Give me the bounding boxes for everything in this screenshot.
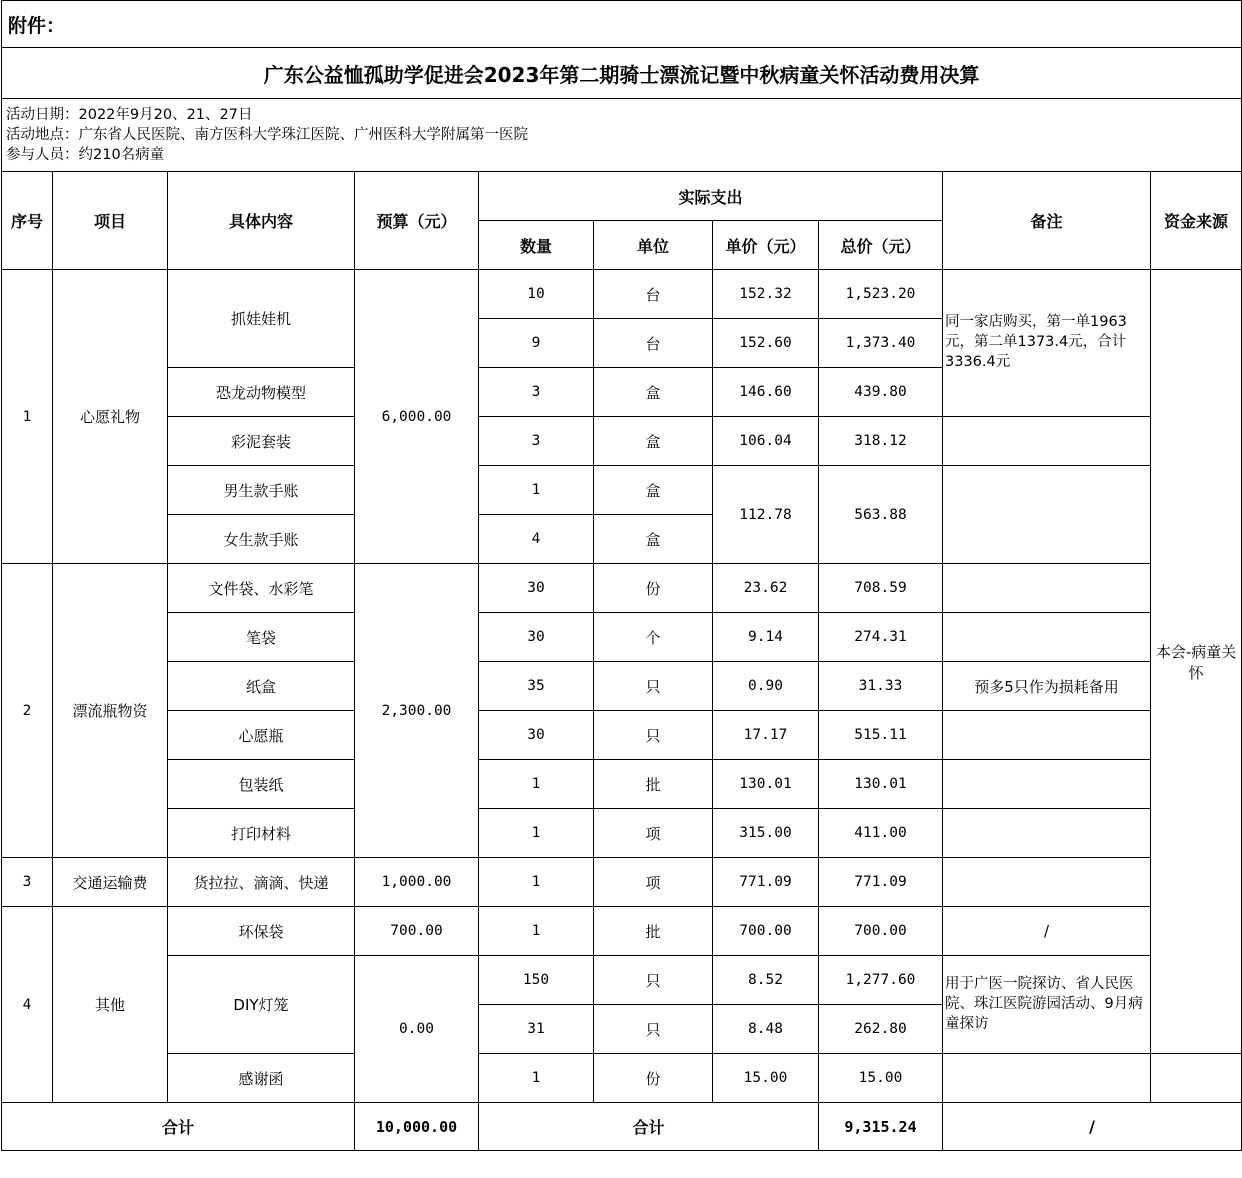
row-budget: 1,000.00 [355,858,479,907]
row-qty: 30 [479,711,594,760]
row-unit: 盒 [594,515,713,564]
row-budget: 0.00 [355,956,479,1103]
row-unit: 盒 [594,417,713,466]
row-content: 男生款手账 [168,466,355,515]
row-total: 1,523.20 [819,270,943,319]
row-qty: 4 [479,515,594,564]
row-qty: 3 [479,417,594,466]
row-price: 152.32 [713,270,819,319]
row-qty: 1 [479,907,594,956]
row-unit: 盒 [594,466,713,515]
row-price: 0.90 [713,662,819,711]
row-remark: 同一家店购买，第一单1963元，第二单1373.4元，合计3336.4元 [943,270,1151,417]
row-price: 771.09 [713,858,819,907]
actual-total-label: 合计 [479,1103,819,1151]
header-seq: 序号 [2,172,53,270]
funding-source-empty [1151,1054,1242,1103]
row-seq: 1 [2,270,53,564]
row-content: 包装纸 [168,760,355,809]
row-total: 515.11 [819,711,943,760]
row-total: 318.12 [819,417,943,466]
row-remark [943,760,1151,809]
table-row [2,858,1242,907]
header-source: 资金来源 [1151,172,1242,270]
row-total: 1,373.40 [819,319,943,368]
row-unit: 份 [594,1054,713,1103]
row-content: 彩泥套装 [168,417,355,466]
row-item: 心愿礼物 [53,270,168,564]
row-content: 女生款手账 [168,515,355,564]
row-content: 笔袋 [168,613,355,662]
row-qty: 1 [479,1054,594,1103]
row-unit: 项 [594,809,713,858]
row-remark [943,858,1151,907]
header-qty: 数量 [479,221,594,270]
row-qty: 35 [479,662,594,711]
row-item: 交通运输费 [53,858,168,907]
row-remark [943,564,1151,613]
row-price: 152.60 [713,319,819,368]
row-qty: 30 [479,564,594,613]
total-label: 合计 [2,1103,355,1151]
activity-people: 参与人员：约210名病童 [6,147,165,163]
attachment-label: 附件： [2,1,1242,48]
row-content: 货拉拉、滴滴、快递 [168,858,355,907]
header-price: 单价（元） [713,221,819,270]
row-seq: 2 [2,564,53,858]
row-unit: 项 [594,858,713,907]
row-remark: 预多5只作为损耗备用 [943,662,1151,711]
page-title: 广东公益恤孤助学促进会2023年第二期骑士漂流记暨中秋病童关怀活动费用决算 [2,48,1242,99]
row-remark [943,417,1151,466]
row-unit: 台 [594,270,713,319]
row-qty: 3 [479,368,594,417]
row-price: 15.00 [713,1054,819,1103]
activity-info [2,99,1242,172]
row-remark: 用于广医一院探访、省人民医院、珠江医院游园活动、9月病童探访 [943,956,1151,1054]
row-remark [943,809,1151,858]
row-unit: 份 [594,564,713,613]
row-item: 其他 [53,907,168,1103]
row-total: 563.88 [819,466,943,564]
table-row [2,613,1242,662]
header-total: 总价（元） [819,221,943,270]
table-row [2,760,1242,809]
row-qty: 30 [479,613,594,662]
row-qty: 1 [479,858,594,907]
row-budget: 6,000.00 [355,270,479,564]
row-content: 纸盒 [168,662,355,711]
row-price: 9.14 [713,613,819,662]
row-remark [943,466,1151,564]
row-unit: 个 [594,613,713,662]
header-unit: 单位 [594,221,713,270]
row-unit: 只 [594,1005,713,1054]
row-seq: 4 [2,907,53,1103]
row-qty: 1 [479,809,594,858]
header-content: 具体内容 [168,172,355,270]
row-content: DIY灯笼 [168,956,355,1054]
row-price: 146.60 [713,368,819,417]
row-remark [943,711,1151,760]
table-row [2,270,1242,319]
row-total: 130.01 [819,760,943,809]
row-qty: 10 [479,270,594,319]
row-price: 106.04 [713,417,819,466]
row-qty: 1 [479,760,594,809]
row-qty: 150 [479,956,594,1005]
row-unit: 台 [594,319,713,368]
activity-place: 活动地点：广东省人民医院、南方医科大学珠江医院、广州医科大学附属第一医院 [6,127,528,143]
row-content: 感谢函 [168,1054,355,1103]
row-price: 700.00 [713,907,819,956]
settlement-table [1,0,1242,1151]
row-price: 17.17 [713,711,819,760]
budget-total: 10,000.00 [355,1103,479,1151]
row-price: 130.01 [713,760,819,809]
row-content: 心愿瓶 [168,711,355,760]
row-item: 漂流瓶物资 [53,564,168,858]
row-unit: 只 [594,662,713,711]
activity-date: 活动日期：2022年9月20、21、27日 [6,107,253,123]
row-remark [943,613,1151,662]
row-qty: 31 [479,1005,594,1054]
row-total: 274.31 [819,613,943,662]
row-total: 439.80 [819,368,943,417]
header-budget: 预算（元） [355,172,479,270]
total-row [2,1103,1242,1151]
total-remark: / [943,1103,1242,1151]
table-row [2,564,1242,613]
row-remark [943,1054,1151,1103]
row-price: 8.48 [713,1005,819,1054]
row-budget: 2,300.00 [355,564,479,858]
row-unit: 批 [594,907,713,956]
row-content: 恐龙动物模型 [168,368,355,417]
table-row [2,662,1242,711]
table-row [2,956,1242,1005]
row-total: 15.00 [819,1054,943,1103]
row-total: 700.00 [819,907,943,956]
actual-total: 9,315.24 [819,1103,943,1151]
row-budget: 700.00 [355,907,479,956]
row-price: 23.62 [713,564,819,613]
row-qty: 1 [479,466,594,515]
row-unit: 批 [594,760,713,809]
table-row [2,711,1242,760]
funding-source: 本会-病童关怀 [1151,270,1242,1054]
row-price: 315.00 [713,809,819,858]
table-row [2,417,1242,466]
table-row [2,809,1242,858]
row-total: 1,277.60 [819,956,943,1005]
row-unit: 只 [594,956,713,1005]
table-row [2,907,1242,956]
table-row [2,466,1242,515]
row-total: 708.59 [819,564,943,613]
row-remark: / [943,907,1151,956]
row-content: 环保袋 [168,907,355,956]
row-qty: 9 [479,319,594,368]
row-price: 112.78 [713,466,819,564]
header-actual: 实际支出 [479,172,943,221]
row-content: 文件袋、水彩笔 [168,564,355,613]
row-price: 8.52 [713,956,819,1005]
row-seq: 3 [2,858,53,907]
row-unit: 盒 [594,368,713,417]
header-item: 项目 [53,172,168,270]
header-remark: 备注 [943,172,1151,270]
row-total: 771.09 [819,858,943,907]
row-total: 262.80 [819,1005,943,1054]
row-total: 411.00 [819,809,943,858]
row-unit: 只 [594,711,713,760]
table-row [2,1054,1242,1103]
row-content: 抓娃娃机 [168,270,355,368]
row-total: 31.33 [819,662,943,711]
row-content: 打印材料 [168,809,355,858]
